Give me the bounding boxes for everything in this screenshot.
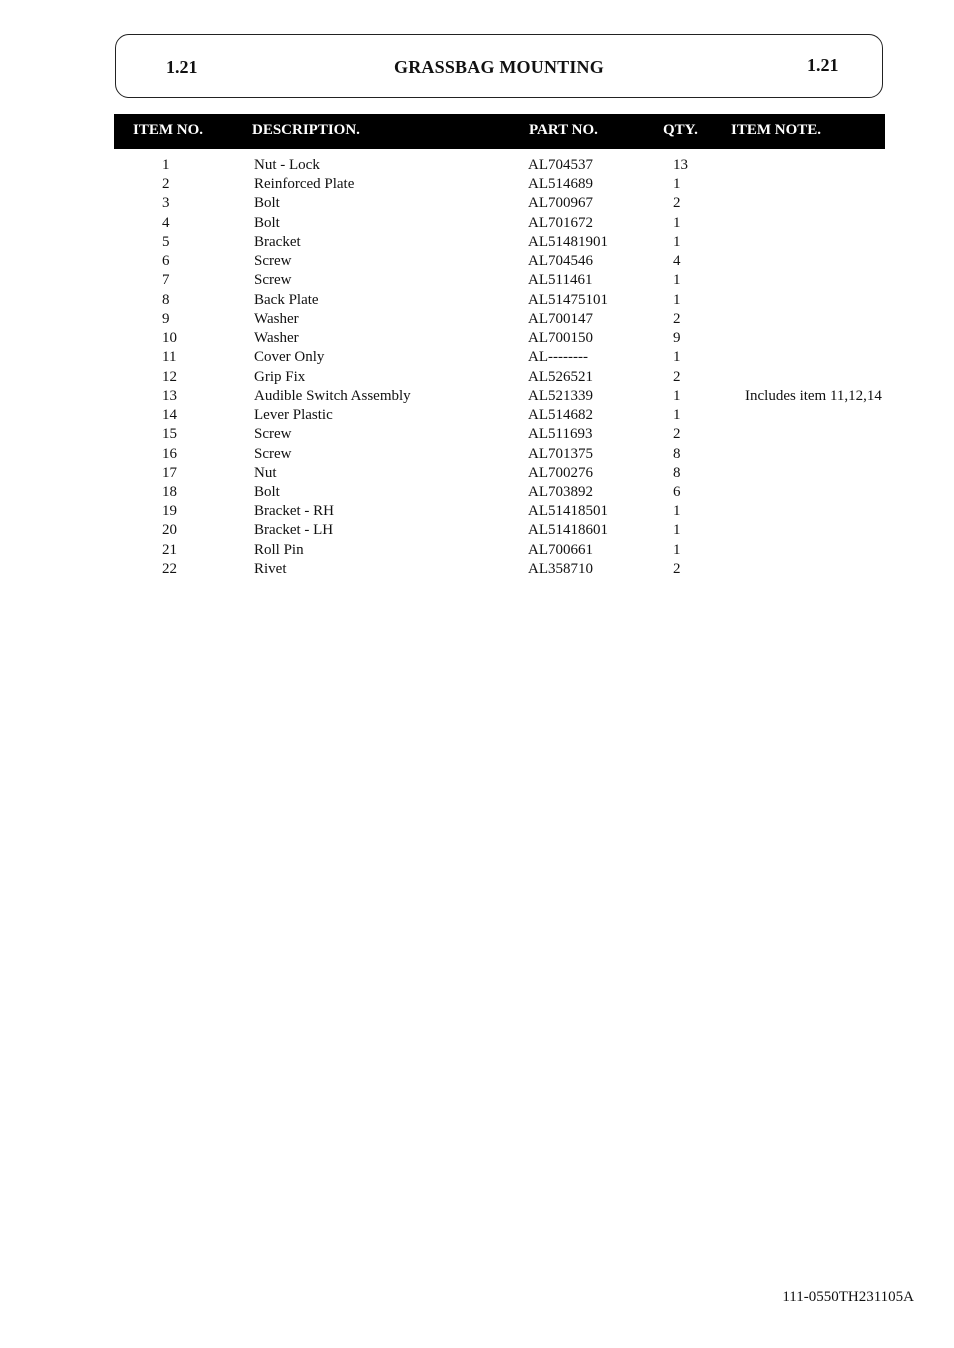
description-cell: Lever Plastic: [254, 407, 333, 424]
item-number-cell: 19: [162, 503, 177, 520]
description-cell: Screw: [254, 426, 292, 443]
description-cell: Bolt: [254, 195, 280, 212]
part-number-cell: AL358710: [528, 560, 593, 577]
table-header: [114, 114, 885, 149]
part-number-cell: AL521339: [528, 387, 593, 404]
part-number-cell: AL511461: [528, 272, 593, 289]
item-number-cell: 11: [162, 349, 177, 366]
header-item-no: ITEM NO.: [133, 122, 204, 138]
table-row: [0, 483, 954, 502]
table-row: [0, 329, 954, 348]
quantity-cell: 2: [673, 560, 681, 577]
table-row: [0, 291, 954, 310]
part-number-cell: AL514682: [528, 407, 593, 424]
table-row: [0, 194, 954, 213]
quantity-cell: 1: [673, 522, 681, 539]
description-cell: Bolt: [254, 214, 280, 231]
part-number-cell: AL51418601: [528, 522, 608, 539]
section-title: GRASSBAG MOUNTING: [394, 57, 604, 77]
item-number-cell: 1: [162, 157, 170, 173]
description-cell: Screw: [254, 253, 292, 270]
header-description: DESCRIPTION.: [252, 122, 360, 138]
description-cell: Washer: [254, 330, 299, 347]
item-number-cell: 3: [162, 195, 170, 212]
table-row: [0, 233, 954, 252]
quantity-cell: 8: [673, 464, 681, 481]
quantity-cell: 2: [673, 195, 681, 212]
part-number-cell: AL700276: [528, 464, 593, 481]
description-cell: Washer: [254, 310, 299, 327]
table-row: [0, 521, 954, 540]
quantity-cell: 6: [673, 483, 681, 500]
table-row: [0, 445, 954, 464]
table-row: [0, 406, 954, 425]
description-cell: Bracket: [254, 233, 301, 250]
item-number-cell: 6: [162, 253, 170, 270]
quantity-cell: 4: [673, 253, 681, 270]
quantity-cell: 2: [673, 368, 681, 385]
part-number-cell: AL701375: [528, 445, 593, 462]
table-row: [0, 425, 954, 444]
quantity-cell: 1: [673, 503, 681, 520]
item-number-cell: 21: [162, 541, 177, 558]
quantity-cell: 1: [673, 349, 681, 366]
item-number-cell: 8: [162, 291, 170, 308]
quantity-cell: 1: [673, 176, 681, 193]
part-number-cell: AL526521: [528, 368, 593, 385]
item-number-cell: 17: [162, 464, 177, 481]
table-row: [0, 541, 954, 560]
part-number-cell: AL51418501: [528, 503, 608, 520]
item-number-cell: 10: [162, 330, 177, 347]
item-number-cell: 13: [162, 387, 177, 404]
description-cell: Bracket - RH: [254, 503, 334, 520]
document-code: 111-0550TH231105A: [782, 1289, 914, 1305]
table-row: [0, 214, 954, 233]
item-note-cell: Includes item 11,12,14: [745, 387, 882, 404]
description-cell: Cover Only: [254, 349, 325, 366]
description-cell: Grip Fix: [254, 368, 306, 385]
part-number-cell: AL51481901: [528, 233, 608, 250]
item-number-cell: 5: [162, 233, 170, 250]
item-number-cell: 7: [162, 272, 170, 289]
part-number-cell: AL--------: [528, 349, 588, 366]
quantity-cell: 1: [673, 272, 681, 289]
header-qty: QTY.: [663, 122, 698, 138]
quantity-cell: 2: [673, 426, 681, 443]
description-cell: Nut - Lock: [254, 157, 320, 173]
quantity-cell: 1: [673, 214, 681, 231]
part-number-cell: AL703892: [528, 483, 593, 500]
description-cell: Reinforced Plate: [254, 176, 355, 193]
quantity-cell: 13: [673, 157, 688, 173]
item-number-cell: 15: [162, 426, 177, 443]
part-number-cell: AL700150: [528, 330, 593, 347]
item-number-cell: 20: [162, 522, 177, 539]
description-cell: Bracket - LH: [254, 522, 334, 539]
item-number-cell: 22: [162, 560, 177, 577]
quantity-cell: 1: [673, 407, 681, 424]
table-row: [0, 252, 954, 271]
description-cell: Back Plate: [254, 291, 319, 308]
header-part-no: PART NO.: [529, 122, 598, 138]
quantity-cell: 9: [673, 330, 681, 347]
parts-table-body: [0, 156, 954, 579]
part-number-cell: AL511693: [528, 426, 593, 443]
table-row: [0, 368, 954, 387]
item-number-cell: 2: [162, 176, 170, 193]
part-number-cell: AL700967: [528, 195, 593, 212]
table-row: [0, 175, 954, 194]
table-row: [0, 348, 954, 367]
quantity-cell: 2: [673, 310, 681, 327]
table-row: [0, 310, 954, 329]
table-row: [0, 464, 954, 483]
table-row: [0, 560, 954, 579]
part-number-cell: AL701672: [528, 214, 593, 231]
description-cell: Bolt: [254, 483, 280, 500]
description-cell: Nut: [254, 464, 277, 481]
part-number-cell: AL700661: [528, 541, 593, 558]
table-row: [0, 502, 954, 521]
description-cell: Screw: [254, 272, 292, 289]
quantity-cell: 8: [673, 445, 681, 462]
section-number-right: 1.21: [807, 55, 839, 75]
table-row: [0, 156, 954, 175]
header-item-note: ITEM NOTE.: [731, 122, 822, 138]
part-number-cell: AL514689: [528, 176, 593, 193]
section-number-left: 1.21: [166, 57, 198, 77]
item-number-cell: 18: [162, 483, 177, 500]
quantity-cell: 1: [673, 387, 681, 404]
table-row: [0, 271, 954, 290]
item-number-cell: 9: [162, 310, 170, 327]
description-cell: Rivet: [254, 560, 287, 577]
description-cell: Audible Switch Assembly: [254, 387, 411, 404]
part-number-cell: AL704546: [528, 253, 593, 270]
item-number-cell: 14: [162, 407, 177, 424]
item-number-cell: 12: [162, 368, 177, 385]
quantity-cell: 1: [673, 291, 681, 308]
part-number-cell: AL51475101: [528, 291, 608, 308]
description-cell: Roll Pin: [254, 541, 304, 558]
part-number-cell: AL700147: [528, 310, 593, 327]
item-number-cell: 16: [162, 445, 177, 462]
item-number-cell: 4: [162, 214, 170, 231]
quantity-cell: 1: [673, 541, 681, 558]
table-row: [0, 387, 954, 406]
description-cell: Screw: [254, 445, 292, 462]
section-title-box: [115, 34, 883, 98]
part-number-cell: AL704537: [528, 157, 593, 173]
quantity-cell: 1: [673, 233, 681, 250]
